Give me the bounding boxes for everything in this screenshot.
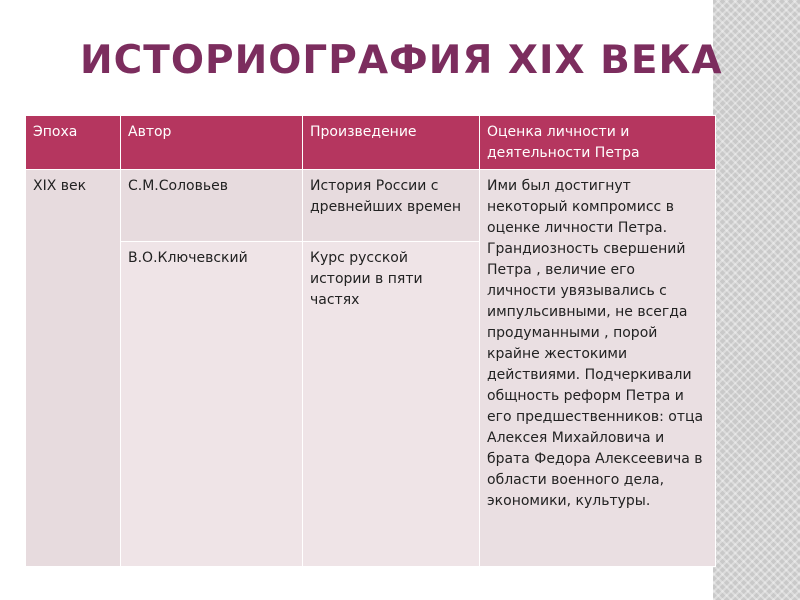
cell-work: История России с древнейших времен [303, 170, 480, 242]
table-header-row [26, 116, 716, 170]
header-epoch: Эпоха [26, 116, 121, 170]
header-assessment: Оценка личности и деятельности Петра [480, 116, 716, 170]
cell-work: Курс русской истории в пяти частях [303, 242, 480, 567]
header-author: Автор [121, 116, 303, 170]
table-row [26, 170, 716, 242]
header-work: Произведение [303, 116, 480, 170]
decorative-side-pattern [713, 0, 800, 600]
slide-title: ИСТОРИОГРАФИЯ XIX ВЕКА [80, 38, 723, 83]
cell-assessment: Ими был достигнут некоторый компромисс в оценке личности Петра. Грандиозность свершений Петра , величие его личности увязывались с импульсивными, не всегда продуманными , порой крайне жестокими действиями. Подчеркивали общность реформ Петра и его предшественников: отца Алексея Михайловича и брата Федора Алексеевича в области военного дела, экономики, культуры. [480, 170, 716, 567]
cell-author: В.О.Ключевский [121, 242, 303, 567]
cell-epoch: XIX век [26, 170, 121, 567]
historiography-table [25, 115, 716, 567]
cell-author: С.М.Соловьев [121, 170, 303, 242]
